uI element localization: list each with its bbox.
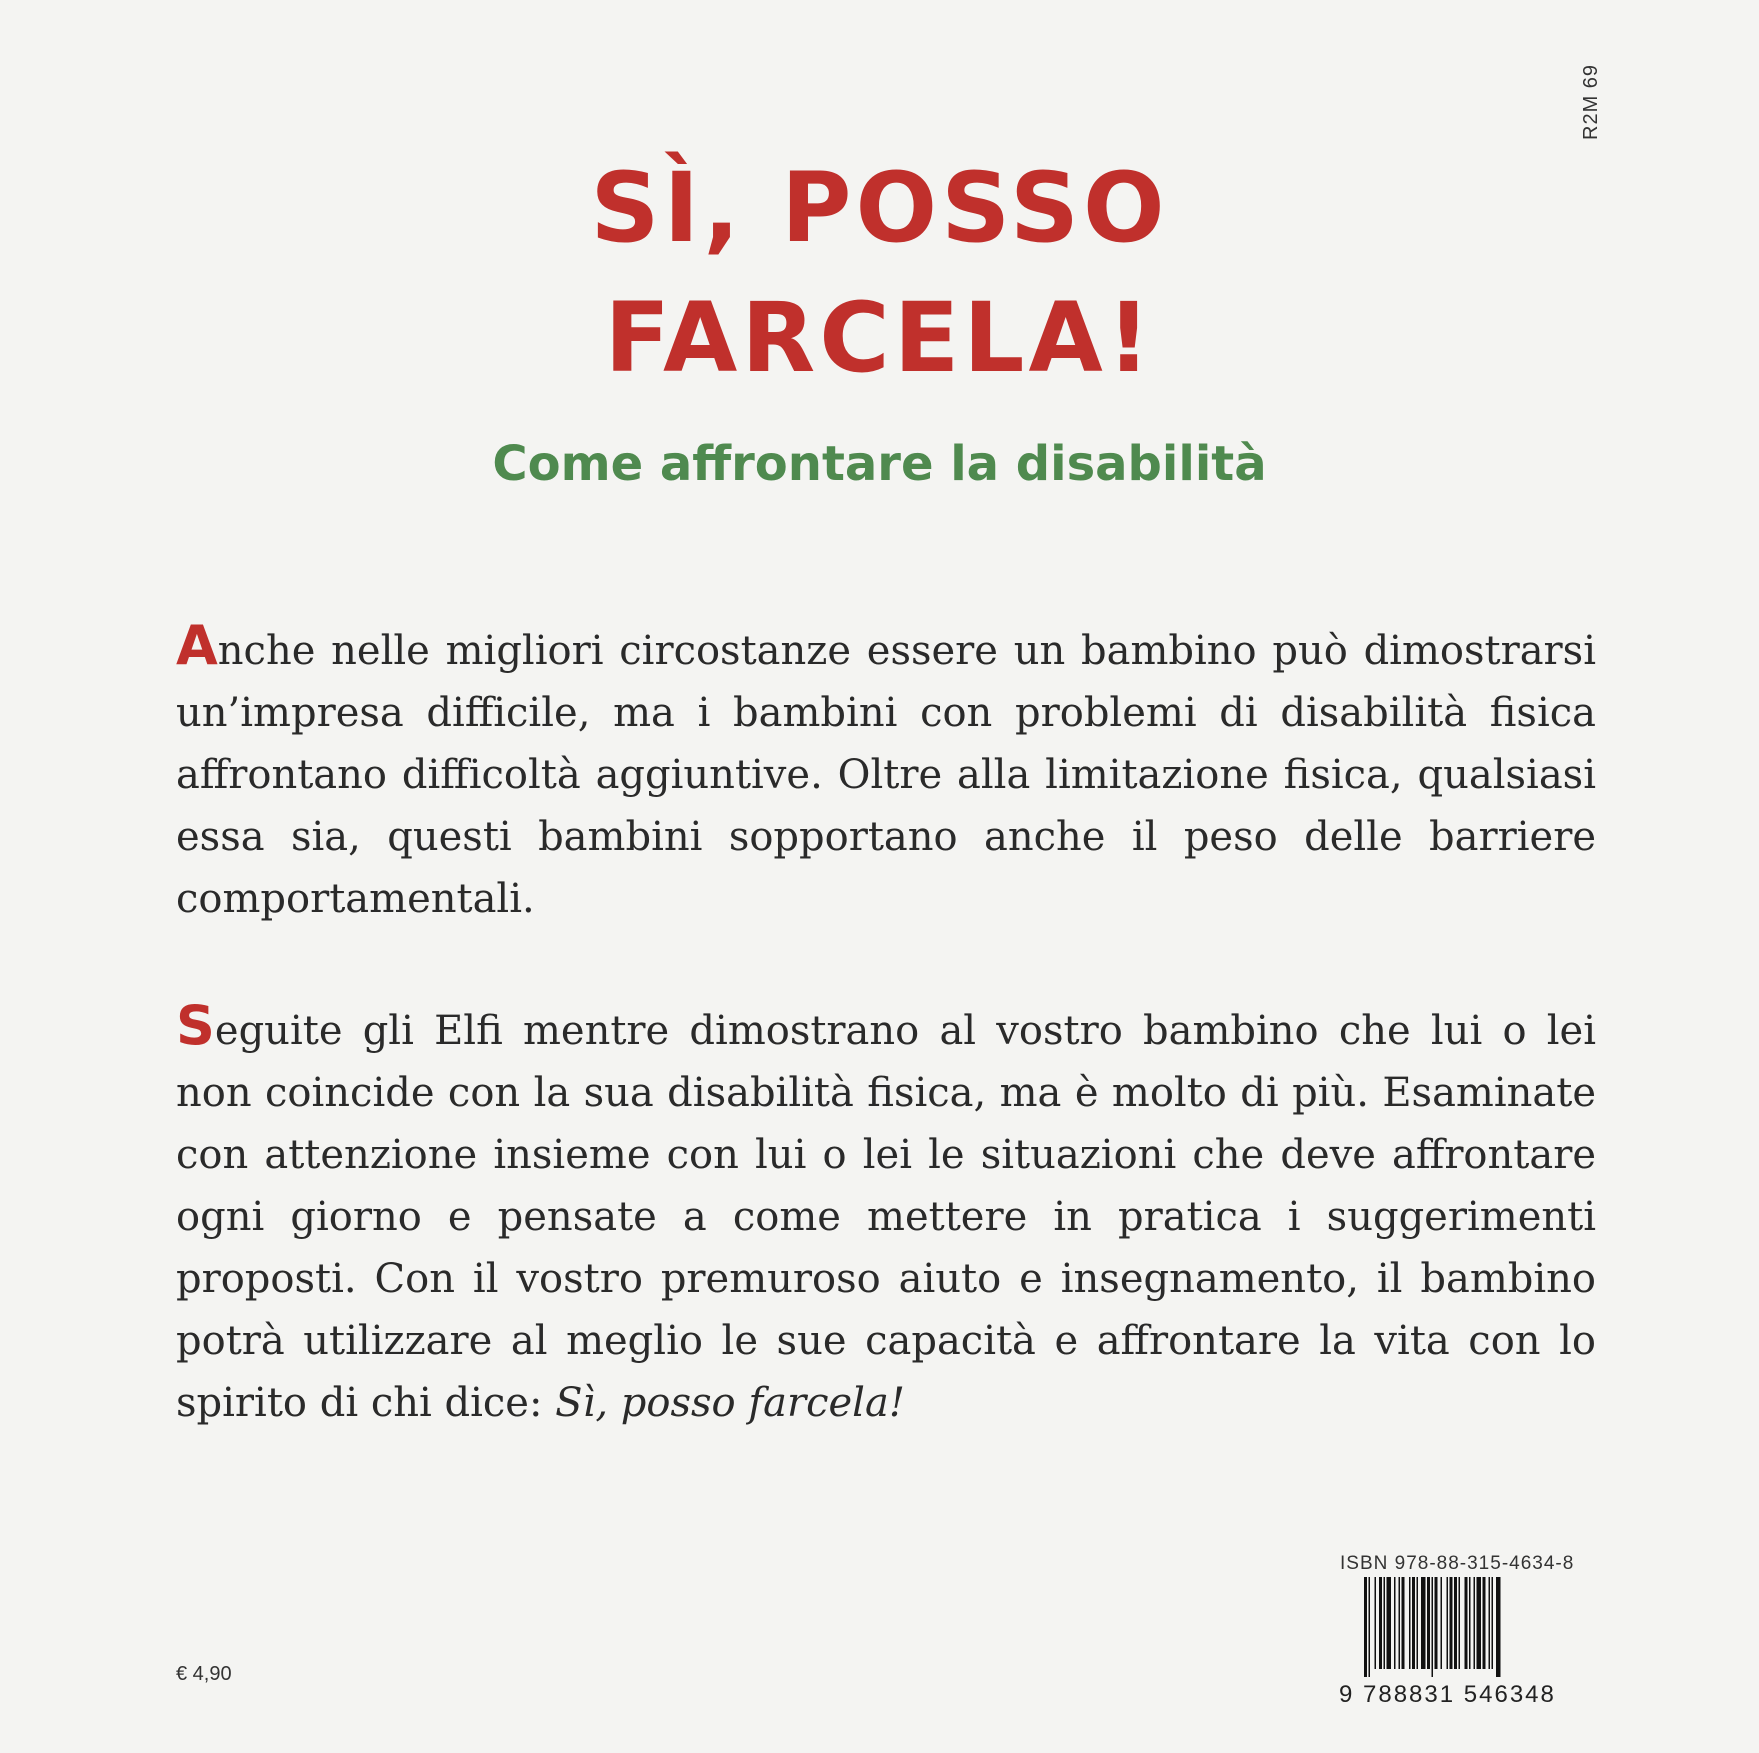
barcode-bar <box>1387 1577 1392 1669</box>
barcode-bar <box>1402 1577 1405 1669</box>
code-label: R2M 69 <box>1580 63 1602 140</box>
barcode-bar <box>1432 1577 1434 1677</box>
barcode-bar <box>1364 1577 1367 1677</box>
barcode-bar <box>1465 1577 1468 1669</box>
barcode-bar <box>1492 1577 1494 1669</box>
barcode-bar <box>1450 1577 1453 1669</box>
barcode-bar <box>1489 1577 1491 1669</box>
barcode-digits: 9 788831 546348 <box>1339 1681 1556 1708</box>
title-line2: FARCELA! <box>604 282 1155 394</box>
barcode-bar <box>1447 1577 1449 1669</box>
barcode-bar <box>1474 1577 1476 1669</box>
barcode-bar <box>1441 1577 1443 1669</box>
title-line1: SÌ, POSSO <box>590 152 1169 264</box>
barcode-bar <box>1477 1577 1482 1669</box>
barcode-bar <box>1454 1577 1457 1669</box>
barcode-bar <box>1459 1577 1461 1669</box>
barcode-bar <box>1394 1577 1396 1669</box>
barcode-bar <box>1483 1577 1486 1669</box>
barcode-bar <box>1421 1577 1426 1669</box>
paragraph-2 <box>176 995 1596 1434</box>
barcode-bar <box>1379 1577 1382 1669</box>
barcode-bar <box>1369 1577 1371 1677</box>
barcode-bar <box>1384 1577 1386 1669</box>
paragraph-2-text: eguite gli Elfi mentre dimostrano al vostro bambino che lui o lei non coincide con la sua disabilità fisica, ma è molto di più. Esaminate con attenzione insieme con lui o lei le situazioni che deve affrontare ogni giorno e pensate a come mettere in pratica i suggerimenti proposti. Con il vostro premuroso aiuto e insegnamento, il bambino potrà utilizzare al meglio le sue capacità e affrontare la vita con lo spirito di chi dice: <box>176 1008 1596 1426</box>
price: € 4,90 <box>176 1663 232 1685</box>
barcode-bar <box>1412 1577 1415 1669</box>
barcode-bar <box>1496 1577 1501 1677</box>
barcode-bar <box>1417 1577 1419 1669</box>
barcode-bar <box>1409 1577 1411 1669</box>
isbn-label: ISBN 978-88-315-4634-8 <box>1340 1553 1575 1574</box>
barcode-bar <box>1399 1577 1401 1669</box>
dropcap-a: A <box>176 614 218 677</box>
barcode-bar <box>1375 1577 1377 1669</box>
paragraph-1 <box>176 615 1596 930</box>
barcode-bar <box>1427 1577 1430 1669</box>
paragraph-1-text: nche nelle migliori circostanze essere un bambino può dimostrarsi un’impresa difficile, ma i bambini con problemi di disabilità fisica affrontano difficoltà aggiuntive. Oltre alla limitazione fisica, qualsiasi essa sia, questi bambini sopportano anche il peso delle barriere comportamentali. <box>176 628 1596 922</box>
paragraph-2-italic: Sì, posso farcela! <box>555 1380 905 1426</box>
barcode-bar <box>1469 1577 1471 1669</box>
subtitle: Come affrontare la disabilità <box>492 436 1267 492</box>
dropcap-s: S <box>176 994 215 1057</box>
barcode <box>1362 1577 1580 1677</box>
barcode-bar <box>1435 1577 1438 1669</box>
